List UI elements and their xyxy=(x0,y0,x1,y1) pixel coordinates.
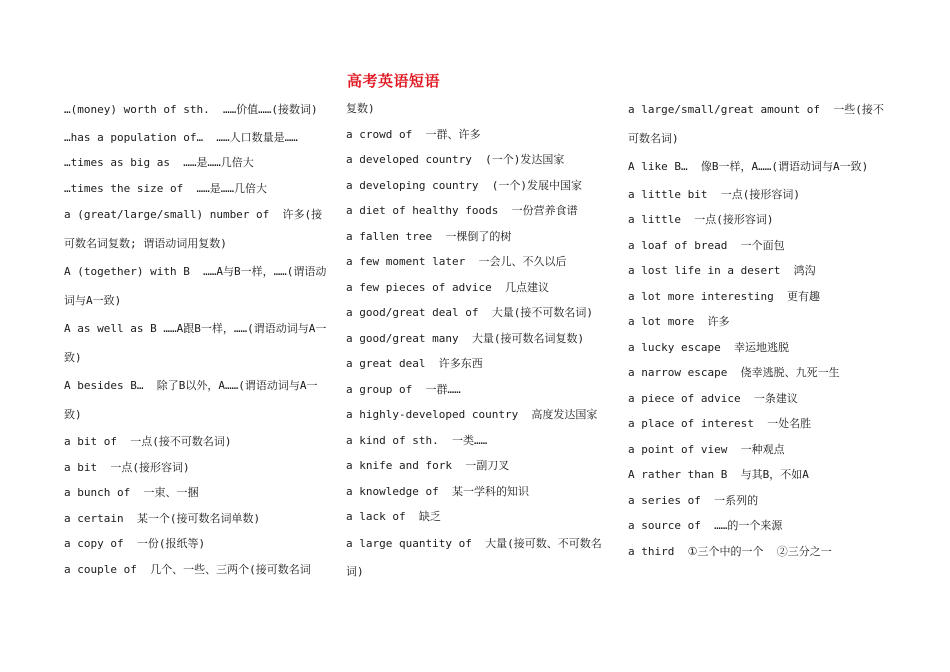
list-item: a large quantity of 大量(接可数、不可数名词) xyxy=(346,536,602,578)
page-title: 高考英语短语 xyxy=(347,72,441,90)
list-item: a fallen tree 一棵倒了的树 xyxy=(346,229,512,243)
list-item: a kind of sth. 一类…… xyxy=(346,433,488,447)
list-item: a lost life in a desert 鸿沟 xyxy=(628,264,816,277)
list-item: A like B… 像B一样，A……(谓语动词与A一致) xyxy=(628,160,869,173)
list-item: a piece of advice 一条建议 xyxy=(628,391,798,405)
list-item: a little bit 一点(接形容词) xyxy=(628,187,800,201)
list-item: a crowd of 一群、许多 xyxy=(346,127,481,141)
list-item: A rather than B 与其B，不如A xyxy=(628,468,809,481)
list-item: a knowledge of 某一学科的知识 xyxy=(346,484,529,498)
list-item: a lot more interesting 更有趣 xyxy=(628,289,820,303)
list-item: a bit of 一点(接不可数名词) xyxy=(64,435,232,448)
list-item: A as well as B ……A跟B一样，……(谓语动词与A一致) xyxy=(64,322,327,364)
list-item: a bunch of 一束、一捆 xyxy=(64,486,199,499)
list-item: a few moment later 一会儿、不久以后 xyxy=(346,255,567,268)
list-item: a developing country (一个)发展中国家 xyxy=(346,178,582,192)
column-3 xyxy=(628,96,894,564)
list-item: a copy of 一份(报纸等) xyxy=(64,537,206,550)
list-item: a good/great many 大量(接可数名词复数) xyxy=(346,331,585,345)
list-item: A besides B… 除了B以外，A……(谓语动词与A一致) xyxy=(64,379,318,421)
list-item: a highly-developed country 高度发达国家 xyxy=(346,408,598,421)
list-item: a little 一点(接形容词) xyxy=(628,213,774,226)
list-item: …times as big as ……是……几倍大 xyxy=(64,156,254,169)
list-item: a (great/large/small) number of 许多(接可数名词复数; 谓语动词用复数) xyxy=(64,208,323,250)
column-2 xyxy=(346,96,612,587)
list-item: a third ①三个中的一个 ②三分之一 xyxy=(628,544,832,558)
list-item: a great deal 许多东西 xyxy=(346,357,483,370)
list-item: a loaf of bread 一个面包 xyxy=(628,238,785,252)
list-item: a series of 一系列的 xyxy=(628,493,759,507)
list-item: a diet of healthy foods 一份营养食谱 xyxy=(346,204,578,217)
list-item: …(money) worth of sth. ……价值……(接数词) xyxy=(64,103,318,116)
list-item: A (together) with B ……A与B一样，……(谓语动词与A一致) xyxy=(64,265,327,307)
list-item: a couple of 几个、一些、三两个(接可数名词 xyxy=(64,562,311,576)
list-item: a bit 一点(接形容词) xyxy=(64,460,190,474)
list-item: a lack of 缺乏 xyxy=(346,510,441,523)
list-item: …has a population of… ……人口数量是…… xyxy=(64,130,298,144)
list-item: a knife and fork 一副刀叉 xyxy=(346,459,510,472)
list-item: …times the size of ……是……几倍大 xyxy=(64,181,267,195)
list-item: a developed country (一个)发达国家 xyxy=(346,153,565,166)
list-item: a few pieces of advice 几点建议 xyxy=(346,280,549,294)
list-item: a place of interest 一处名胜 xyxy=(628,417,812,430)
list-item: a source of ……的一个来源 xyxy=(628,519,783,532)
list-item: a group of 一群…… xyxy=(346,382,461,396)
list-item: a large/small/great amount of 一些(接不可数名词) xyxy=(628,103,884,145)
list-item: a good/great deal of 大量(接不可数名词) xyxy=(346,306,593,319)
column-1 xyxy=(64,96,330,582)
list-item: a point of view 一种观点 xyxy=(628,442,785,456)
list-item: a narrow escape 侥幸逃脱、九死一生 xyxy=(628,366,840,379)
list-item: a lucky escape 幸运地逃脱 xyxy=(628,340,789,354)
list-item: a lot more 许多 xyxy=(628,315,730,328)
list-item: 复数) xyxy=(346,102,375,115)
list-item: a certain 某一个(接可数名词单数) xyxy=(64,511,261,525)
